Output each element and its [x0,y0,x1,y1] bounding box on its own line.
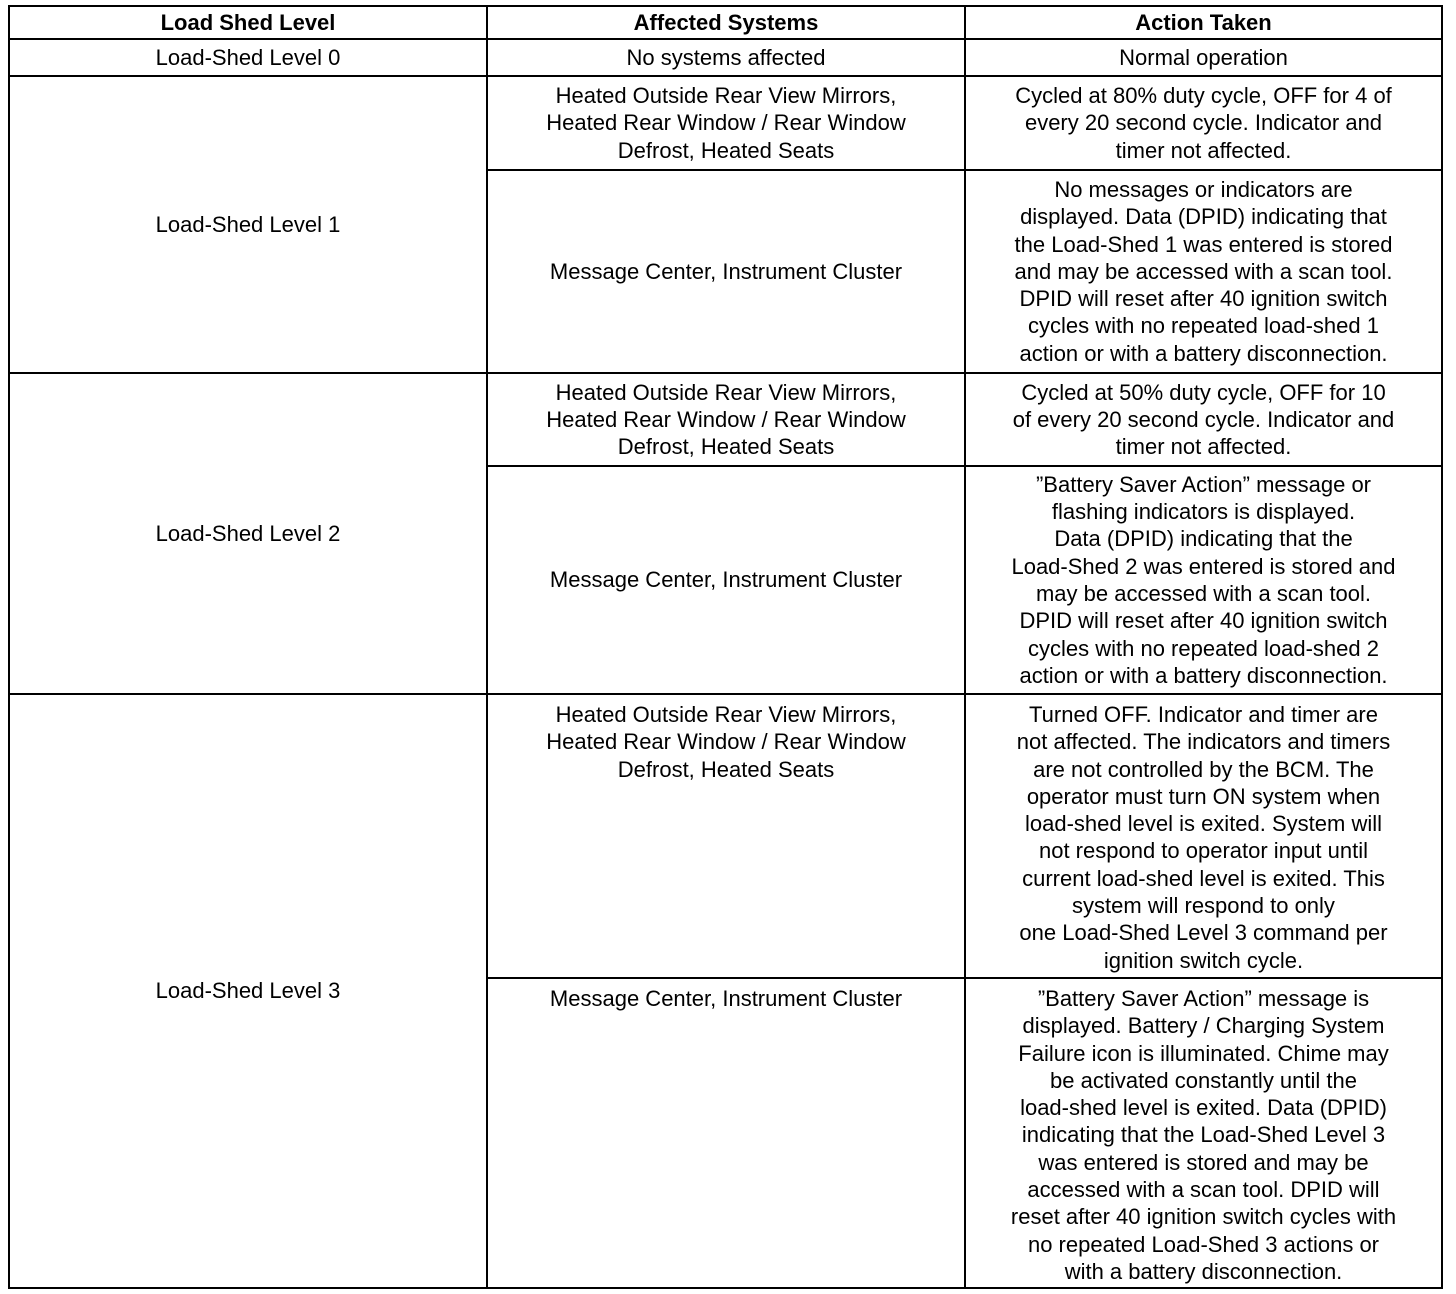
level-cell: Load-Shed Level 3 [9,694,487,1288]
action-taken-cell: Normal operation [965,39,1442,76]
level-cell: Load-Shed Level 0 [9,39,487,76]
header-row [9,6,1442,39]
table-row [9,39,1442,76]
action-taken-cell: No messages or indicators are displayed. Data (DPID) indicating that the Load-Shed 1 was entered is stored and may be accessed with a scan tool. DPID will reset after 40 ignition switch cycles with no repeated load-shed 1 action or with a battery disconnection. [965,170,1442,373]
action-taken-cell: Cycled at 50% duty cycle, OFF for 10 of every 20 second cycle. Indicator and timer not affected. [965,373,1442,466]
load-shed-table [8,5,1443,1289]
affected-systems-cell: Heated Outside Rear View Mirrors, Heated Rear Window / Rear Window Defrost, Heated Seats [487,76,965,170]
header-affected-systems: Affected Systems [487,6,965,39]
header-action-taken: Action Taken [965,6,1442,39]
table-row [9,373,1442,466]
action-taken-cell: Cycled at 80% duty cycle, OFF for 4 of every 20 second cycle. Indicator and timer not affected. [965,76,1442,170]
action-taken-cell: ”Battery Saver Action” message is displayed. Battery / Charging System Failure icon is illuminated. Chime may be activated constantly until the load-shed level is exited. Data (DPID) indicating that the Load-Shed Level 3 was entered is stored and may be accessed with a scan tool. DPID will reset after 40 ignition switch cycles with no repeated Load-Shed 3 actions or with a battery disconnection. [965,978,1442,1288]
action-taken-cell: ”Battery Saver Action” message or flashing indicators is displayed. Data (DPID) indicating that the Load-Shed 2 was entered is stored and may be accessed with a scan tool. DPID will reset after 40 ignition switch cycles with no repeated load-shed 2 action or with a battery disconnection. [965,466,1442,694]
affected-systems-cell: Heated Outside Rear View Mirrors, Heated Rear Window / Rear Window Defrost, Heated Seats [487,694,965,978]
action-taken-cell: Turned OFF. Indicator and timer are not affected. The indicators and timers are not controlled by the BCM. The operator must turn ON system when load-shed level is exited. System will not respond to operator input until current load-shed level is exited. This system will respond to only one Load-Shed Level 3 command per ignition switch cycle. [965,694,1442,978]
level-cell: Load-Shed Level 2 [9,373,487,694]
affected-systems-cell: Heated Outside Rear View Mirrors, Heated Rear Window / Rear Window Defrost, Heated Seats [487,373,965,466]
affected-systems-cell: Message Center, Instrument Cluster [487,466,965,694]
table-row [9,694,1442,978]
level-cell: Load-Shed Level 1 [9,76,487,373]
header-load-shed-level: Load Shed Level [9,6,487,39]
affected-systems-cell: Message Center, Instrument Cluster [487,170,965,373]
table-row [9,76,1442,170]
affected-systems-cell: No systems affected [487,39,965,76]
affected-systems-cell: Message Center, Instrument Cluster [487,978,965,1288]
